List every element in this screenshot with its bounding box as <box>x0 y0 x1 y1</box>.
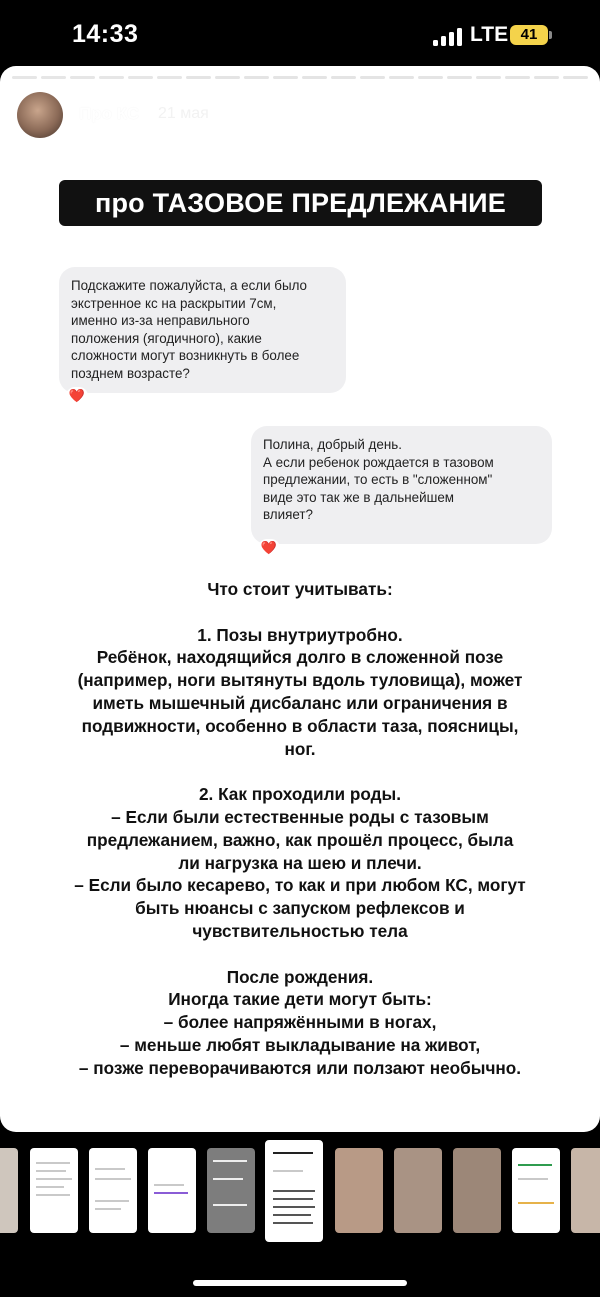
progress-segment <box>302 76 327 79</box>
message-bubble-2 <box>251 426 552 544</box>
status-bar <box>0 0 600 66</box>
story-thumbnail[interactable] <box>512 1148 560 1233</box>
progress-segment <box>215 76 240 79</box>
progress-segment <box>418 76 443 79</box>
network-label: LTE <box>470 23 509 46</box>
story-thumbnail[interactable] <box>0 1148 18 1233</box>
progress-segment <box>476 76 501 79</box>
story-thumbnail[interactable] <box>335 1148 383 1233</box>
progress-segment <box>389 76 414 79</box>
signal-icon <box>433 28 463 46</box>
battery-icon: 41 <box>510 25 548 45</box>
progress-segment <box>563 76 588 79</box>
story-progress-bar <box>12 76 588 79</box>
progress-segment <box>273 76 298 79</box>
status-time: 14:33 <box>72 20 139 48</box>
progress-segment <box>360 76 385 79</box>
progress-segment <box>128 76 153 79</box>
message-text-1: Подскажите пожалуйста, а если было экстренное кс на раскрытии 7см, именно из-за неправильного положения (ягодичного), какие сложности могут возникнуть в более позднем возрасте? <box>71 278 308 381</box>
story-thumbnail[interactable] <box>148 1148 196 1233</box>
progress-segment <box>157 76 182 79</box>
message-bubble-1 <box>59 267 346 393</box>
story-thumbnail-strip[interactable] <box>0 1140 600 1242</box>
progress-segment <box>99 76 124 79</box>
battery-cap <box>549 31 552 39</box>
story-thumbnail[interactable] <box>89 1148 137 1233</box>
progress-segment <box>186 76 211 79</box>
close-icon[interactable] <box>556 98 586 128</box>
story-thumbnail[interactable] <box>30 1148 78 1233</box>
story-date: 21 мая <box>158 105 209 122</box>
progress-segment <box>244 76 269 79</box>
progress-segment <box>41 76 66 79</box>
heart-reaction-icon: ❤️ <box>258 539 280 557</box>
progress-segment <box>534 76 559 79</box>
story-thumbnail-active[interactable] <box>265 1140 323 1242</box>
more-dots-icon[interactable]: ••• <box>505 94 532 119</box>
story-username[interactable]: Про КС <box>79 104 140 123</box>
story-title: про ТАЗОВОЕ ПРЕДЛЕЖАНИЕ <box>59 180 542 226</box>
story-thumbnail[interactable] <box>571 1148 600 1233</box>
story-thumbnail[interactable] <box>453 1148 501 1233</box>
progress-segment <box>12 76 37 79</box>
story-thumbnail[interactable] <box>207 1148 255 1233</box>
progress-segment <box>447 76 472 79</box>
avatar[interactable] <box>17 92 63 138</box>
story-header <box>0 86 600 146</box>
home-indicator[interactable] <box>193 1280 407 1286</box>
progress-segment <box>331 76 356 79</box>
progress-segment <box>505 76 530 79</box>
story-thumbnail[interactable] <box>394 1148 442 1233</box>
message-text-2: Полина, добрый день. А если ребенок рождается в тазовом предлежании, то есть в "сложенном" виде это так же в дальнейшем влияет? <box>263 437 494 522</box>
progress-segment <box>70 76 95 79</box>
story-card[interactable] <box>0 66 600 1132</box>
story-body-text: Что стоит учитывать: 1. Позы внутриутробно. Ребёнок, находящийся долго в сложенной позе (например, ноги вытянуты вдоль туловища), может иметь мышечный дисбаланс или ограничения в подвижности, особенно в области таза, поясницы, ног. 2. Как проходили роды. – Если были естественные роды с тазовым предлежанием, важно, как прошёл процесс, была ли нагрузка на шею и плечи. – Если было кесарево, то как и при любом КС, могут быть нюансы с запуском рефлексов и чувствительностью тела После рождения. Иногда такие дети могут быть: – более напряжёнными в ногах, – меньше любят выкладывание на живот, – позже переворачиваются или ползают необычно. <box>74 579 526 1078</box>
heart-reaction-icon: ❤️ <box>66 387 88 405</box>
